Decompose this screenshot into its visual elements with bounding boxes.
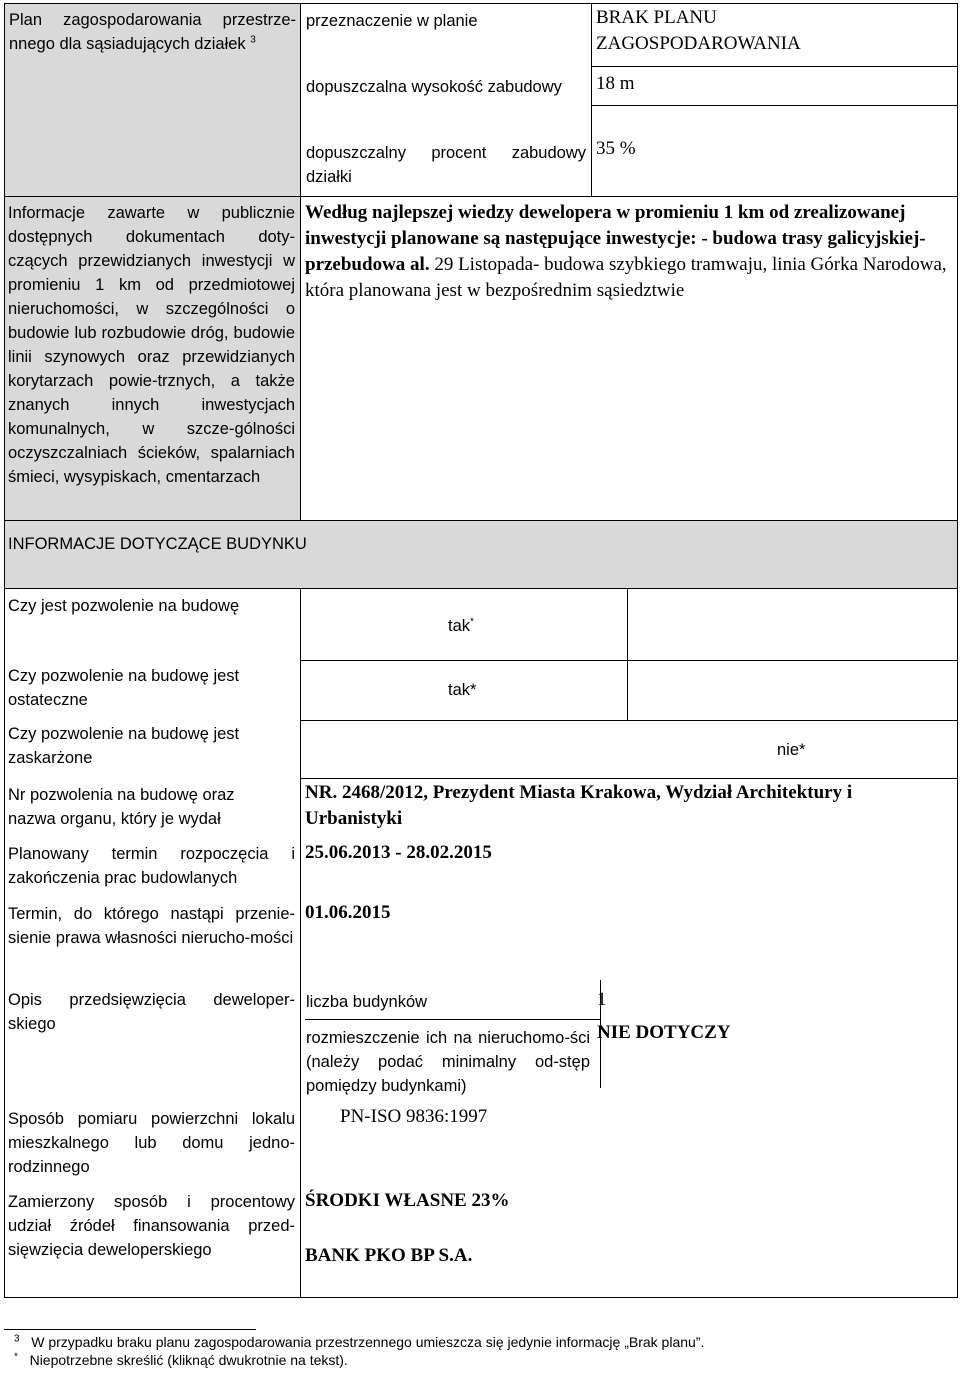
- building-header-bottom-line: [4, 588, 958, 589]
- footnote-3: $^3$ W przypadku braku planu zagospodarowania przestrzennego umieszcza się jedynie informację „Brak planu”.: [14, 1333, 705, 1350]
- table-border-bottom: [4, 1297, 958, 1298]
- table-border-left: [4, 3, 5, 1298]
- permit-question: Czy jest pozwolenie na budowę: [8, 597, 240, 615]
- permit-row-line-2: [300, 720, 958, 721]
- table-divider-main-lower: [300, 588, 301, 1298]
- plan-height-value: 18 m: [596, 73, 635, 94]
- plan-height-label: dopuszczalna wysokość zabudowy: [306, 78, 562, 96]
- investments-label: Informacje zawarte w publicznie dostępnych dokumentach doty-czących przewidzianych inwestycji w promieniu 1 km od przedmiotowej nieruchomości, w szczególności o budowie lub rozbudowie dróg, budowie linii szynowych oraz przewidzianych korytarzach powie-trznych, a także znanych innych inwestycjach komunalnych, w szcze-gólności oczyszczalniach ścieków, spalarniach śmieci, wysypiskach, cmentarzach: [8, 204, 295, 486]
- plan-row-line-1: [591, 66, 958, 67]
- financing-own: ŚRODKI WŁASNE 23%: [305, 1190, 510, 1211]
- buildings-count-label: liczba budynków: [306, 993, 428, 1011]
- transfer-value: 01.06.2015: [305, 902, 391, 923]
- placement-value: NIE DOTYCZY: [597, 1022, 731, 1043]
- plan-purpose-label: przeznaczenie w planie: [306, 12, 478, 30]
- permit-answer: tak*: [448, 616, 474, 635]
- plan-label: Plan zagospodarowania przestrze-nnego dla sąsiadujących działek $^3$: [9, 11, 296, 53]
- investments-bottom-line: [4, 520, 958, 521]
- schedule-label: Planowany termin rozpoczęcia i zakończenia prac budowlanych: [8, 845, 295, 887]
- permit-row-line-1: [300, 660, 958, 661]
- measurement-label: Sposób pomiaru powierzchni lokalu mieszkalnego lub domu jedno-rodzinnego: [8, 1110, 295, 1176]
- schedule-value: 25.06.2013 - 28.02.2015: [305, 842, 492, 863]
- footnote-rule: [4, 1329, 256, 1330]
- buildings-row-line: [305, 1019, 600, 1020]
- plan-coverage-label: dopuszczalny procent zabudowy działki: [306, 144, 586, 186]
- permit-divider-2: [627, 660, 628, 720]
- permit-row-line-3: [300, 778, 958, 779]
- table-border-top: [4, 3, 958, 4]
- plan-divider: [591, 3, 592, 196]
- permit-final-question: Czy pozwolenie na budowę jest ostateczne: [8, 667, 240, 709]
- financing-label: Zamierzony sposób i procentowy udział źródeł finansowania przed-sięwzięcia deweloperskiego: [8, 1193, 295, 1259]
- description-label: Opis przedsięwzięcia deweloper-skiego: [8, 991, 295, 1033]
- plan-coverage-value: 35 %: [596, 138, 636, 159]
- permit-appeal-answer: nie*: [777, 741, 806, 759]
- permit-number-label: Nr pozwolenia na budowę oraz nazwa organu, który je wydał: [8, 786, 235, 828]
- permit-appeal-question: Czy pozwolenie na budowę jest zaskarżone: [8, 725, 240, 767]
- table-divider-main: [300, 3, 301, 520]
- investments-value: Według najlepszej wiedzy dewelopera w promieniu 1 km od zrealizowanej inwestycji planowane są następujące inwestycje: - budowa trasy galicyjskiej- przebudowa al. 29 Listopada- budowa szybkiego tramwaju, linia Górka Narodowa, która planowana jest w bezpośrednim sąsiedztwie: [305, 202, 947, 301]
- building-header: INFORMACJE DOTYCZĄCE BUDYNKU: [8, 535, 307, 553]
- transfer-label: Termin, do którego nastąpi przenie-sienie prawa własności nierucho-mości: [8, 905, 295, 947]
- buildings-count-value: 1: [597, 989, 607, 1010]
- measurement-value: PN-ISO 9836:1997: [340, 1106, 488, 1127]
- placement-label: rozmieszczenie ich na nieruchomo-ści (należy podać minimalny od-stęp pomiędzy budynkami): [306, 1029, 590, 1095]
- permit-number-value: NR. 2468/2012, Prezydent Miasta Krakowa, Wydział Architektury i Urbanistyki: [305, 782, 853, 829]
- permit-final-answer: tak*: [448, 681, 477, 699]
- financing-bank: BANK PKO BP S.A.: [305, 1245, 473, 1266]
- permit-divider-1: [627, 588, 628, 660]
- plan-purpose-value: BRAK PLANU ZAGOSPODAROWANIA: [596, 7, 801, 54]
- plan-row-line-2: [591, 105, 958, 106]
- plan-bottom-line: [4, 196, 958, 197]
- table-border-right: [957, 3, 958, 1298]
- footnote-star: * Niepotrzebne skreślić (kliknąć dwukrotnie na tekst).: [14, 1351, 348, 1368]
